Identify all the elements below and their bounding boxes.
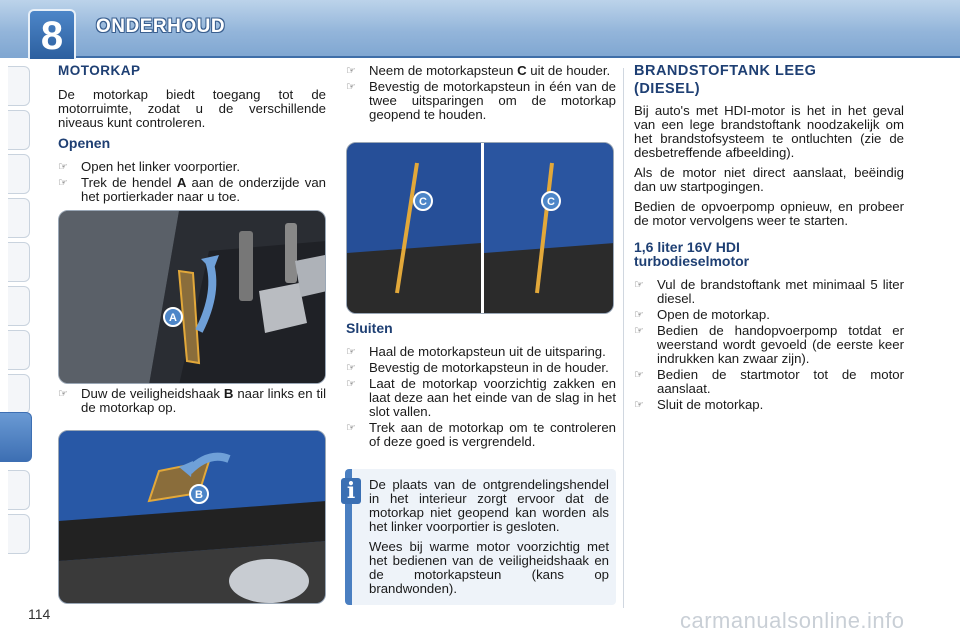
- bullet-icon: ☞: [634, 279, 644, 291]
- bullet-icon: ☞: [634, 309, 644, 321]
- info-text: De plaats van de ontgrendelingshendel in het interieur zorgt ervoor dat de motorkap niet geopend kan worden als het linker voorportier is gesloten. Wees bij warme motor voorzichtig met het bedienen van de veiligheidshaak en de motorkapsteun (kans op brandwonden).: [369, 477, 609, 596]
- list-item: ☞ Laat de motorkap voorzichtig zakken en laat deze aan het einde van de slag in het slot vallen.: [346, 376, 616, 419]
- bullet-icon: ☞: [58, 177, 68, 189]
- chapter-tab-8[interactable]: [8, 374, 30, 414]
- section-title-brandstoftank: BRANDSTOFTANK LEEG: [634, 63, 817, 79]
- column-motorkapsteun: [346, 64, 616, 124]
- photo-hood-stay: [346, 142, 614, 314]
- callout-label-a: A: [169, 312, 177, 324]
- list-item: ☞ Duw de veiligheidshaak B naar links en til de motorkap op.: [58, 386, 327, 415]
- list-item: ☞ Neem de motorkapsteun C uit de houder.: [346, 63, 611, 78]
- list-item: ☞ Trek aan de motorkap om te controleren of deze goed is vergrendeld.: [346, 420, 616, 449]
- chapter-tab-6[interactable]: [8, 286, 30, 326]
- bullet-icon: ☞: [58, 161, 68, 173]
- heading-hdi: 1,6 liter 16V HDI: [634, 239, 740, 255]
- chapter-tabs: [0, 66, 36, 576]
- heading-sluiten: Sluiten: [346, 320, 393, 336]
- bullet-icon: ☞: [346, 81, 356, 93]
- watermark: carmanualsonline.info: [680, 608, 905, 633]
- chapter-tab-3[interactable]: [8, 154, 30, 194]
- photo-safety-catch: [58, 430, 326, 604]
- bullet-icon: ☞: [634, 369, 644, 381]
- list-item: ☞ Vul de brandstoftank met minimaal 5 liter diesel.: [634, 277, 904, 306]
- chapter-number-tab[interactable]: 8: [28, 9, 76, 59]
- chapter-tab-11[interactable]: [8, 514, 30, 554]
- chapter-tab-10[interactable]: [8, 470, 30, 510]
- section-sluiten: [346, 321, 616, 451]
- bullet-icon: ☞: [346, 346, 356, 358]
- section-title-motorkap: MOTORKAP: [58, 63, 141, 78]
- chapter-tab-4[interactable]: [8, 198, 30, 238]
- bullet-icon: ☞: [346, 378, 356, 390]
- callout-label-c1: C: [419, 196, 427, 208]
- bullet-icon: ☞: [346, 65, 356, 77]
- paragraph: Als de motor niet direct aanslaat, beëindig dan uw startpogingen.: [634, 165, 904, 194]
- intro-paragraph: De motorkap biedt toegang tot de motorruimte, zodat u de verschillende niveaus kunt controleren.: [58, 87, 326, 130]
- chapter-tab-active[interactable]: [0, 412, 32, 462]
- page-number: 114: [28, 606, 51, 622]
- list-item: ☞ Sluit de motorkap.: [634, 397, 764, 412]
- list-item: ☞ Bedien de startmotor tot de motor aanslaat.: [634, 367, 904, 396]
- column-motorkap: [58, 64, 326, 206]
- heading-openen: Openen: [58, 135, 111, 151]
- list-item: ☞ Bedien de handopvoerpomp totdat er weerstand wordt gevoeld (de eerste keer indrukken kan zwaar zijn).: [634, 323, 904, 366]
- bullet-icon: ☞: [634, 325, 644, 337]
- callout-label-c2: C: [547, 196, 555, 208]
- bullet-icon: ☞: [634, 399, 644, 411]
- heading-turbodiesel: turbodieselmotor: [634, 253, 750, 269]
- header-divider: [76, 56, 960, 58]
- list-item: ☞ Bevestig de motorkapsteun in de houder.: [346, 360, 609, 375]
- bullet-icon: ☞: [58, 388, 68, 400]
- column-brandstoftank: [634, 64, 904, 414]
- photo-hood-release-lever: [58, 210, 326, 384]
- section-title-diesel: (DIESEL): [634, 81, 701, 97]
- bullet-safety-catch: [58, 387, 326, 417]
- bullet-icon: ☞: [346, 422, 356, 434]
- callout-label-b: B: [195, 489, 203, 501]
- chapter-tab-7[interactable]: [8, 330, 30, 370]
- chapter-tab-2[interactable]: [8, 110, 30, 150]
- bullet-icon: ☞: [346, 362, 356, 374]
- chapter-tab-1[interactable]: [8, 66, 30, 106]
- list-item: ☞ Open het linker voorportier.: [58, 159, 241, 174]
- chapter-tab-5[interactable]: [8, 242, 30, 282]
- chapter-title: ONDERHOUD: [96, 16, 226, 37]
- paragraph: Bedien de opvoerpomp opnieuw, en probeer de motor vervolgens weer te starten.: [634, 199, 904, 228]
- column-divider: [623, 68, 624, 608]
- list-item: ☞ Bevestig de motorkapsteun in één van de twee uitsparingen om de motorkap geopend te houden.: [346, 79, 616, 122]
- list-item: ☞ Open de motorkap.: [634, 307, 770, 322]
- list-item: ☞ Trek de hendel A aan de onderzijde van het portierkader naar u toe.: [58, 175, 326, 204]
- openen-list: [58, 160, 326, 204]
- paragraph: Bij auto's met HDI-motor is het in het geval van een lege brandstoftank noodzakelijk om het brandstofsysteem te ontluchten (zie de desbetreffende afbeelding).: [634, 103, 904, 160]
- info-icon: i: [341, 478, 361, 504]
- list-item: ☞ Haal de motorkapsteun uit de uitsparing.: [346, 344, 606, 359]
